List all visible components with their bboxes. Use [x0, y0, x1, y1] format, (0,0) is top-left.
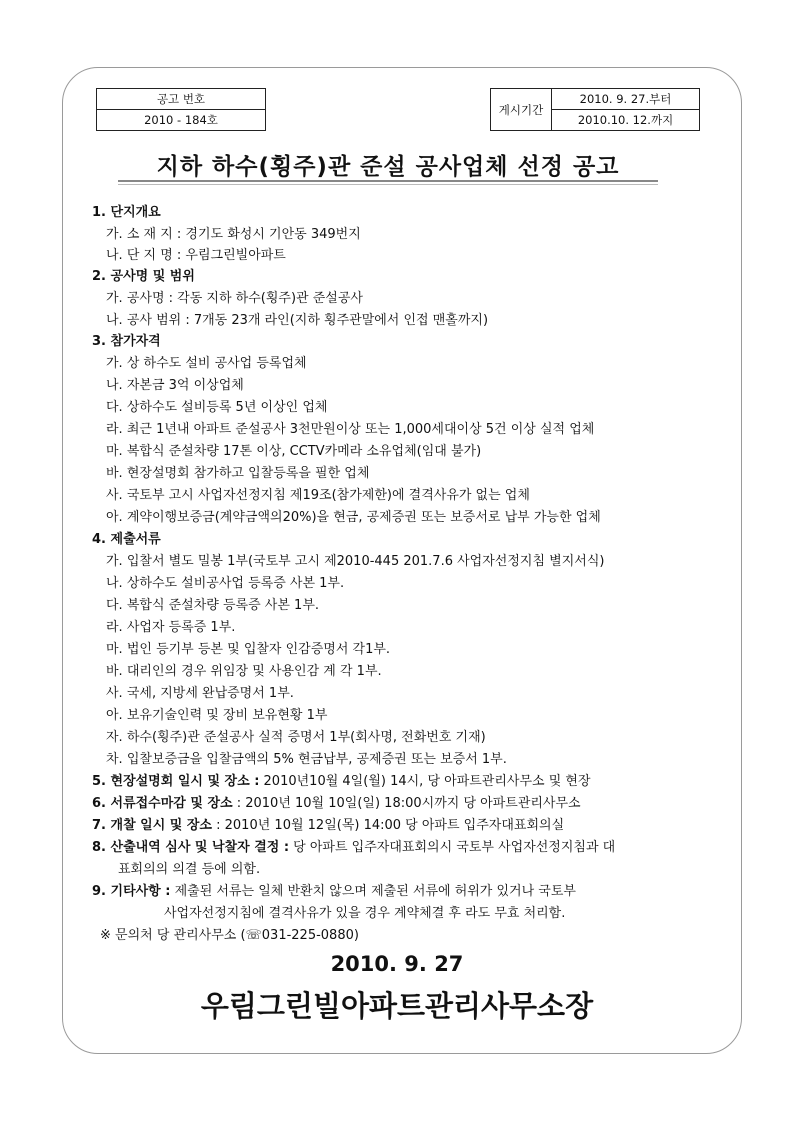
list-item: 가. 공사명 : 각동 지하 하수(횡주)관 준설공사: [106, 291, 363, 306]
list-item: 나. 단 지 명 : 우림그린빌아파트: [106, 248, 286, 263]
list-item: 아. 보유기술인력 및 장비 보유현황 1부: [106, 708, 328, 723]
info-text: 제출된 서류는 일체 반환치 않으며 제출된 서류에 허위가 있거나 국토부: [170, 884, 576, 899]
list-item: 라. 사업자 등록증 1부.: [106, 620, 236, 635]
list-item: 사. 국세, 지방세 완납증명서 1부.: [106, 686, 294, 701]
list-item: 마. 법인 등기부 등본 및 입찰자 인감증명서 각1부.: [106, 642, 391, 657]
notice-date: 2010. 9. 27: [330, 952, 464, 976]
section-heading: 2. 공사명 및 범위: [92, 269, 195, 284]
posting-period-to: 2010.10. 12.까지: [552, 110, 700, 131]
info-line: [92, 773, 591, 790]
info-label: 9. 기타사항 :: [92, 884, 171, 899]
list-item: 가. 상 하수도 설비 공사업 등록업체: [106, 356, 307, 371]
info-label: 6. 서류접수마감 및 장소: [92, 796, 233, 811]
info-text: 당 아파트 입주자대표회의시 국토부 사업자선정지침과 대: [289, 840, 616, 855]
list-item: 차. 입찰보증금을 입찰금액의 5% 현금납부, 공제증권 또는 보증서 1부.: [106, 752, 507, 767]
list-item: 라. 최근 1년내 아파트 준설공사 3천만원이상 또는 1,000세대이상 5건 이상 실적 업체: [106, 422, 595, 437]
list-item: 아. 계약이행보증금(계약금액의20%)을 현금, 공제증권 또는 보증서로 납부 가능한 업체: [106, 510, 601, 525]
list-item: 자. 하수(횡주)관 준설공사 실적 증명서 1부(회사명, 전화번호 기재): [106, 730, 486, 745]
info-label: 5. 현장설명회 일시 및 장소 :: [92, 774, 260, 789]
notice-number-value: 2010 - 184호: [97, 110, 266, 131]
info-text: : 2010년 10월 10일(일) 18:00시까지 당 아파트관리사무소: [232, 796, 581, 811]
list-item: 바. 현장설명회 참가하고 입찰등록을 필한 업체: [106, 466, 370, 481]
section-heading: 3. 참가자격: [92, 334, 161, 349]
list-item: 가. 소 재 지 : 경기도 화성시 기안동 349번지: [106, 227, 361, 242]
info-line: [92, 883, 576, 900]
info-line-continuation: 표회의의 의결 등에 의함.: [118, 862, 261, 877]
list-item: 가. 입찰서 별도 밀봉 1부(국토부 고시 제2010-445 201.7.6 사업자선정지침 별지서식): [106, 554, 605, 569]
list-item: 바. 대리인의 경우 위임장 및 사용인감 계 각 1부.: [106, 664, 382, 679]
list-item: 다. 상하수도 설비등록 5년 이상인 업체: [106, 400, 328, 415]
list-item: 마. 복합식 준설차량 17톤 이상, CCTV카메라 소유업체(임대 불가): [106, 444, 482, 459]
list-item: 나. 자본금 3억 이상업체: [106, 378, 244, 393]
contact-line: ※ 문의처 당 관리사무소 (☏031-225-0880): [100, 928, 359, 943]
posting-period-label: 게시기간: [491, 89, 552, 131]
info-line: [92, 795, 581, 812]
list-item: 나. 공사 범위 : 7개동 23개 라인(지하 횡주관말에서 인접 맨홀까지): [106, 313, 489, 328]
list-item: 나. 상하수도 설비공사업 등록증 사본 1부.: [106, 576, 345, 591]
page-title: 지하 하수(횡주)관 준설 공사업체 선정 공고: [156, 154, 620, 180]
info-text: : 2010년 10월 12일(목) 14:00 당 아파트 입주자대표회의실: [212, 818, 565, 833]
info-text: 2010년10월 4일(월) 14시, 당 아파트관리사무소 및 현장: [259, 774, 591, 789]
section-heading: 4. 제출서류: [92, 532, 161, 547]
notice-number-label: 공고 번호: [97, 89, 266, 110]
info-line: [92, 839, 615, 856]
info-label: 8. 산출내역 심사 및 낙찰자 결정 :: [92, 840, 290, 855]
list-item: 다. 복합식 준설차량 등록증 사본 1부.: [106, 598, 320, 613]
list-item: 사. 국토부 고시 사업자선정지침 제19조(참가제한)에 결격사유가 없는 업체: [106, 488, 530, 503]
posting-period-from: 2010. 9. 27.부터: [552, 89, 700, 110]
info-line-continuation: 사업자선정지침에 결격사유가 있을 경우 계약체결 후 라도 무효 처리함.: [164, 906, 566, 921]
issuing-office: 우림그린빌아파트관리사무소장: [200, 989, 594, 1023]
info-label: 7. 개찰 일시 및 장소: [92, 818, 212, 833]
info-line: [92, 817, 564, 834]
section-heading: 1. 단지개요: [92, 205, 161, 220]
